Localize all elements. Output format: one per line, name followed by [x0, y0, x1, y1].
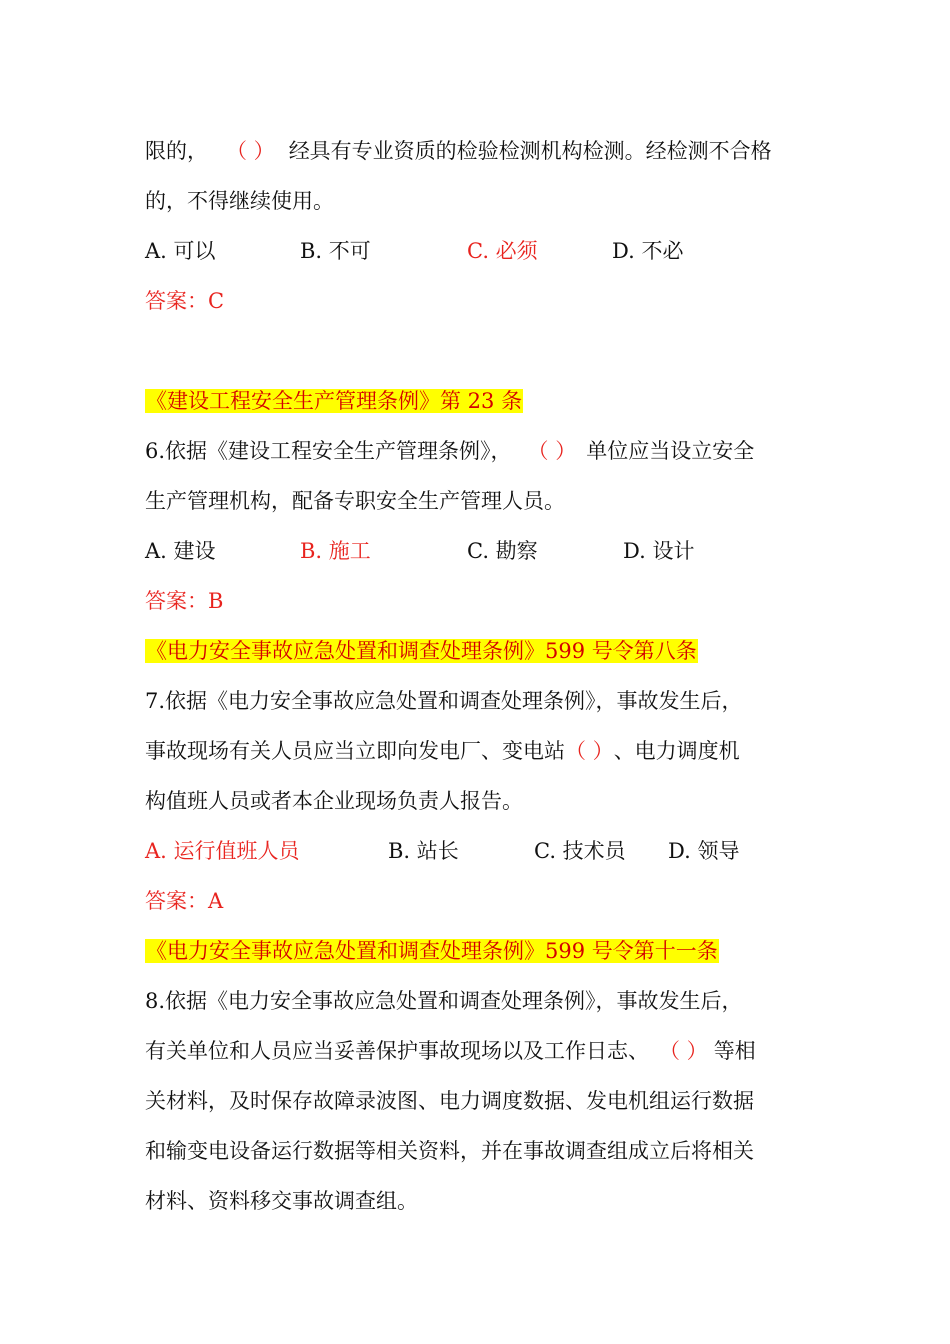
q5-option-b: B. 不可: [300, 239, 371, 263]
q6-option-a: A. 建设: [145, 539, 216, 563]
q6-source: [145, 376, 815, 426]
q5-text: 经具有专业资质的检验检测机构检测。经检测不合格: [288, 139, 772, 163]
q8-blank: （ ）: [659, 1039, 708, 1063]
q8-text: 材料、资料移交事故调查组。: [145, 1189, 418, 1213]
q7-answer: 答案：A: [145, 889, 224, 913]
q5-text: 限的，: [145, 139, 208, 163]
q5-option-c: C. 必须: [467, 239, 538, 263]
q7-option-d: D. 领导: [668, 839, 740, 863]
q5-text: 的，不得继续使用。: [145, 189, 334, 213]
q8-source-highlight: 《电力安全事故应急处置和调查处理条例》599 号令第十一条: [146, 939, 718, 963]
q5-line-2: [145, 176, 815, 226]
q8-text: 关材料，及时保存故障录波图、电力调度数据、发电机组运行数据: [145, 1089, 754, 1113]
q7-option-a: A. 运行值班人员: [145, 839, 300, 863]
q8-line-1: [145, 976, 815, 1026]
q7-text: 事故现场有关人员应当立即向发电厂、变电站: [145, 739, 565, 763]
spacer: [145, 326, 815, 376]
q5-option-d: D. 不必: [612, 239, 684, 263]
q6-line-2: [145, 476, 815, 526]
q7-text: 构值班人员或者本企业现场负责人报告。: [145, 789, 523, 813]
q6-text: 单位应当设立安全: [586, 439, 755, 463]
q6-option-b: B. 施工: [300, 539, 371, 563]
q7-source-highlight: 《电力安全事故应急处置和调查处理条例》599 号令第八条: [146, 639, 697, 663]
q7-line-1: [145, 676, 815, 726]
q8-line-4: [145, 1126, 815, 1176]
q6-line-1: [145, 426, 815, 476]
q6-answer: 答案：B: [145, 589, 224, 613]
q8-line-3: [145, 1076, 815, 1126]
q8-text: 和输变电设备运行数据等相关资料，并在事故调查组成立后将相关: [145, 1139, 754, 1163]
q5-option-a: A. 可以: [145, 239, 216, 263]
q8-text: 8.依据《电力安全事故应急处置和调查处理条例》，事故发生后，: [145, 989, 743, 1013]
q5-answer: 答案：C: [145, 289, 225, 313]
q5-options: [145, 226, 815, 276]
q6-option-c: C. 勘察: [467, 539, 538, 563]
q7-option-b: B. 站长: [388, 839, 459, 863]
q8-text: 等相: [713, 1039, 756, 1063]
q7-line-2: [145, 726, 815, 776]
q7-line-3: [145, 776, 815, 826]
q8-line-5: [145, 1176, 815, 1226]
q6-option-d: D. 设计: [623, 539, 695, 563]
q6-blank: （ ）: [527, 439, 577, 463]
q7-text: 、电力调度机: [613, 739, 740, 763]
q6-text: 生产管理机构，配备专职安全生产管理人员。: [145, 489, 565, 513]
q6-options: [145, 526, 815, 576]
q6-text: 6.依据《建设工程安全生产管理条例》，: [145, 439, 512, 463]
q5-line-1: [145, 126, 815, 176]
q7-source: [145, 626, 815, 676]
q7-text: 7.依据《电力安全事故应急处置和调查处理条例》，事故发生后，: [145, 689, 743, 713]
q5-blank: （ ）: [226, 139, 275, 163]
q7-options: [145, 826, 815, 876]
q8-line-2: [145, 1026, 815, 1076]
document-body: [145, 126, 815, 1226]
q7-blank: （ ）: [565, 739, 614, 763]
q8-source: [145, 926, 815, 976]
q8-text: 有关单位和人员应当妥善保护事故现场以及工作日志、: [145, 1039, 649, 1063]
q6-source-highlight: 《建设工程安全生产管理条例》第 23 条: [146, 389, 523, 413]
q7-option-c: C. 技术员: [534, 839, 626, 863]
